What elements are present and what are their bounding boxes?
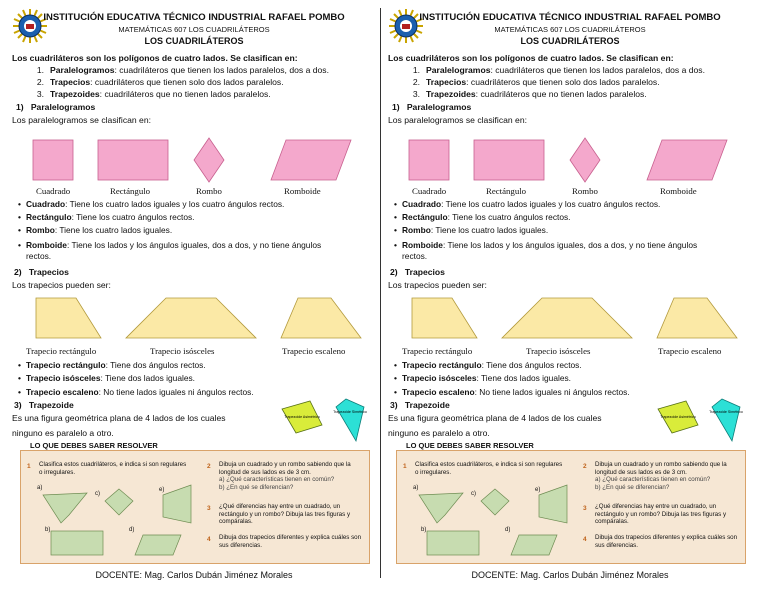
svg-text:Trapezoide Simétrico: Trapezoide Simétrico: [709, 410, 743, 414]
shape-caption: Romboide: [660, 186, 697, 196]
bullet-item: • Trapecio escaleno: No tiene lados iguales ni ángulos rectos.: [26, 387, 376, 398]
exercise-shapes: [397, 451, 577, 563]
page-title: LOS CUADRILÁTEROS: [520, 36, 620, 46]
subject-line: MATEMÁTICAS 607 LOS CUADRILÁTEROS: [494, 25, 646, 34]
class-item: 3. Trapezoides: cuadriláteros que no tienen lados paralelos.: [36, 89, 271, 99]
bullet-item: • Romboide: Tiene los lados y los ángulos iguales, dos a dos, y no tiene ángulos rectos.: [402, 240, 752, 262]
symmetric-trapezoid-shape: [336, 399, 364, 441]
bullet-item: • Rombo: Tiene los cuatro lados iguales.: [402, 225, 752, 236]
teacher-signature: DOCENTE: Mag. Carlos Dubán Jiménez Morales: [95, 570, 293, 580]
section-text: ninguno es paralelo a otro.: [12, 428, 114, 438]
institution-title: INSTITUCIÓN EDUCATIVA TÉCNICO INDUSTRIAL RAFAEL POMBO: [43, 12, 345, 23]
right-trapezoid-shape: [36, 298, 101, 338]
rhomboid-shape: [647, 140, 727, 180]
exercise-text: Clasifica estos cuadriláteros, e indica si son regulares o irregulares.: [39, 461, 187, 476]
exercise-text: Dibuja un cuadrado y un rombo sabiendo que la longitud de sus lados es de 3 cm. a) ¿Qué características tienen en común? b) ¿En qué se diferencian?: [219, 461, 351, 491]
exercise-text: Clasifica estos cuadriláteros, e indica si son regulares o irregulares.: [415, 461, 563, 476]
svg-text:Trapezoide Simétrico: Trapezoide Simétrico: [333, 410, 367, 414]
bullet-item: • Trapecio rectángulo: Tiene dos ángulos rectos.: [26, 360, 376, 371]
institution-title: INSTITUCIÓN EDUCATIVA TÉCNICO INDUSTRIAL RAFAEL POMBO: [419, 12, 721, 23]
isosceles-trapezoid-shape: [502, 298, 632, 338]
right-trapezoid-shape: [412, 298, 477, 338]
class-item: 1. Paralelogramos: cuadriláteros que tienen los lados paralelos, dos a dos.: [412, 65, 705, 75]
rectangle-shape: [474, 140, 544, 180]
symmetric-trapezoid-shape: [712, 399, 740, 441]
exercise-text: Dibuja dos trapecios diferentes y explica cuáles son sus diferencias.: [595, 534, 738, 549]
class-item: 2. Trapecios: cuadriláteros que tienen solo dos lados paralelos.: [412, 77, 660, 87]
intro-text: Los cuadriláteros son los polígonos de cuatro lados. Se clasifican en:: [12, 53, 298, 63]
rhombus-shape: [194, 138, 224, 182]
exercise-box: 1 Clasifica estos cuadriláteros, e indica si son regulares o irregulares. a) b) c) d) e) 2 Dibuja un cuadrado y un rombo sabiendo que la longitud de sus lados es de 3 cm. a) ¿Qué características tienen en común? b) ¿En qué se diferencian? 3 ¿Qué diferencias hay entre un cuadrado, un rectángulo y un rombo? Dibuja las tres figuras y compáralas. 4 Dibuja dos trapecios diferentes y explica cuáles son sus diferencias.: [20, 450, 370, 564]
shape-caption: Cuadrado: [412, 186, 447, 196]
section-heading: 3) Trapezoide: [390, 400, 450, 410]
parallelogram-figures: [6, 130, 382, 190]
square-shape: [33, 140, 73, 180]
worksheet-page-right: [382, 0, 758, 594]
section-text: Es una figura geométrica plana de 4 lados de los cuales: [388, 413, 602, 423]
shape-caption: Trapecio isósceles: [150, 346, 215, 356]
class-item: 3. Trapezoides: cuadriláteros que no tienen lados paralelos.: [412, 89, 647, 99]
rhombus-shape: [570, 138, 600, 182]
svg-text:Trapezoide Asimétrico: Trapezoide Asimétrico: [660, 415, 696, 419]
parallelogram-figures: [382, 130, 758, 190]
shape-caption: Rombo: [196, 186, 222, 196]
shape-caption: Rectángulo: [486, 186, 527, 196]
bullet-item: • Trapecio isósceles: Tiene dos lados iguales.: [26, 373, 376, 384]
bullet-item: • Trapecio escaleno: No tiene lados iguales ni ángulos rectos.: [402, 387, 752, 398]
bullet-item: • Cuadrado: Tiene los cuatro lados iguales y los cuatro ángulos rectos.: [402, 199, 752, 210]
shape-caption: Trapecio rectángulo: [402, 346, 473, 356]
shape-caption: Trapecio isósceles: [526, 346, 591, 356]
shape-caption: Trapecio escaleno: [282, 346, 346, 356]
shape-caption: Cuadrado: [36, 186, 71, 196]
exercise-text: ¿Qué diferencias hay entre un cuadrado, un rectángulo y un rombo? Dibuja las tres figuras y compáralas.: [595, 503, 727, 526]
exercise-box: 1 Clasifica estos cuadriláteros, e indica si son regulares o irregulares. a) b) c) d) e) 2 Dibuja un cuadrado y un rombo sabiendo que la longitud de sus lados es de 3 cm. a) ¿Qué características tienen en común? b) ¿En qué se diferencian? 3 ¿Qué diferencias hay entre un cuadrado, un rectángulo y un rombo? Dibuja las tres figuras y compáralas. 4 Dibuja dos trapecios diferentes y explica cuáles son sus diferencias.: [396, 450, 746, 564]
exercise-text: Dibuja dos trapecios diferentes y explica cuáles son sus diferencias.: [219, 534, 362, 549]
exercise-text: Dibuja un cuadrado y un rombo sabiendo que la longitud de sus lados es de 3 cm. a) ¿Qué características tienen en común? b) ¿En qué se diferencian?: [595, 461, 727, 491]
trapezoide-figures: [652, 397, 752, 447]
class-item: 1. Paralelogramos: cuadriláteros que tienen los lados paralelos, dos a dos.: [36, 65, 329, 75]
rectangle-shape: [98, 140, 168, 180]
exercise-heading: LO QUE DEBES SABER RESOLVER: [30, 441, 158, 450]
section-intro: Los paralelogramos se clasifican en:: [388, 115, 528, 125]
section-intro: Los paralelogramos se clasifican en:: [12, 115, 152, 125]
class-item: 2. Trapecios: cuadriláteros que tienen solo dos lados paralelos.: [36, 77, 284, 87]
shape-caption: Rectángulo: [110, 186, 151, 196]
scalene-trapezoid-shape: [657, 298, 737, 338]
exercise-text: ¿Qué diferencias hay entre un cuadrado, un rectángulo y un rombo? Dibuja las tres figuras y compáralas.: [219, 503, 351, 526]
shape-caption: Trapecio rectángulo: [26, 346, 97, 356]
bullet-item: • Rectángulo: Tiene los cuatro ángulos rectos.: [402, 212, 752, 223]
subject-line: MATEMÁTICAS 607 LOS CUADRILÁTEROS: [118, 25, 270, 34]
exercise-shapes: [21, 451, 201, 563]
teacher-signature: DOCENTE: Mag. Carlos Dubán Jiménez Morales: [471, 570, 669, 580]
trapezoid-figures: [6, 296, 382, 344]
exercise-heading: LO QUE DEBES SABER RESOLVER: [406, 441, 534, 450]
section-heading: 2) Trapecios: [14, 267, 69, 277]
bullet-item: • Trapecio rectángulo: Tiene dos ángulos rectos.: [402, 360, 752, 371]
isosceles-trapezoid-shape: [126, 298, 256, 338]
svg-text:Trapezoide Asimétrico: Trapezoide Asimétrico: [284, 415, 320, 419]
section-intro: Los trapecios pueden ser:: [388, 280, 487, 290]
trapezoide-figures: [276, 397, 376, 447]
square-shape: [409, 140, 449, 180]
section-intro: Los trapecios pueden ser:: [12, 280, 111, 290]
section-heading: 1) Paralelogramos: [16, 102, 96, 112]
bullet-item: • Romboide: Tiene los lados y los ángulos iguales, dos a dos, y no tiene ángulos rectos.: [26, 240, 376, 262]
rhomboid-shape: [271, 140, 351, 180]
section-text: Es una figura geométrica plana de 4 lados de los cuales: [12, 413, 226, 423]
intro-text: Los cuadriláteros son los polígonos de cuatro lados. Se clasifican en:: [388, 53, 674, 63]
bullet-item: • Trapecio isósceles: Tiene dos lados iguales.: [402, 373, 752, 384]
section-heading: 2) Trapecios: [390, 267, 445, 277]
bullet-item: • Rombo: Tiene los cuatro lados iguales.: [26, 225, 376, 236]
bullet-item: • Cuadrado: Tiene los cuatro lados iguales y los cuatro ángulos rectos.: [26, 199, 376, 210]
shape-caption: Romboide: [284, 186, 321, 196]
shape-caption: Rombo: [572, 186, 598, 196]
section-text: ninguno es paralelo a otro.: [388, 428, 490, 438]
section-heading: 1) Paralelogramos: [392, 102, 472, 112]
page-title: LOS CUADRILÁTEROS: [144, 36, 244, 46]
trapezoid-figures: [382, 296, 758, 344]
shape-caption: Trapecio escaleno: [658, 346, 722, 356]
section-heading: 3) Trapezoide: [14, 400, 74, 410]
worksheet-page-left: [6, 0, 382, 594]
bullet-item: • Rectángulo: Tiene los cuatro ángulos rectos.: [26, 212, 376, 223]
scalene-trapezoid-shape: [281, 298, 361, 338]
